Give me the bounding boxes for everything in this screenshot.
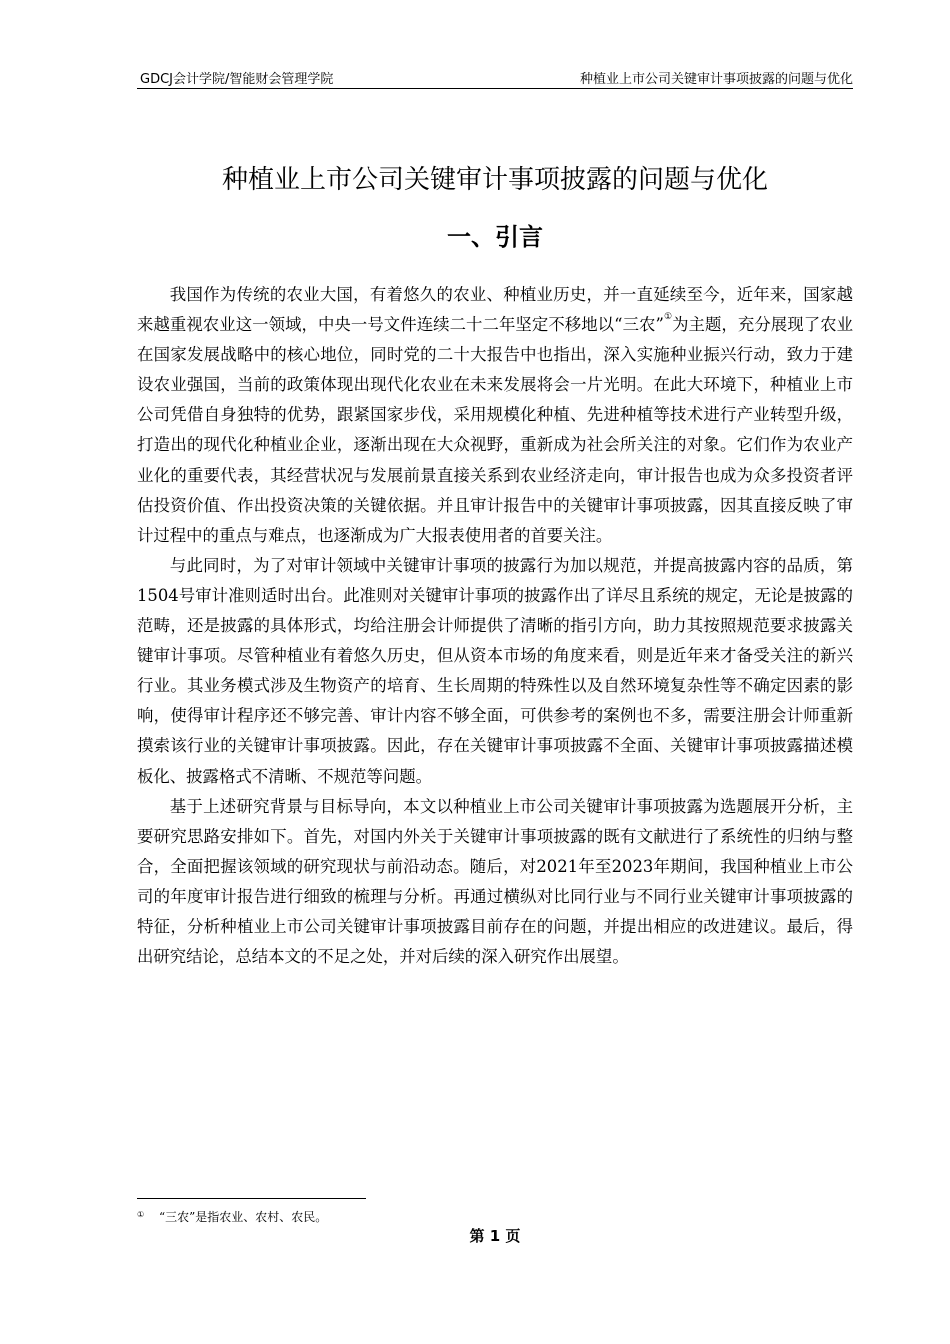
paragraph-1 (137, 280, 853, 551)
footnote-text: “三农”是指农业、农村、农民。 (159, 1210, 328, 1224)
header-document-title: 种植业上市公司关键审计事项披露的问题与优化 (579, 72, 853, 87)
paragraph-3: 基于上述研究背景与目标导向，本文以种植业上市公司关键审计事项披露为选题展开分析，主要研究思路安排如下。首先，对国内外关于关键审计事项披露的既有文献进行了系统性的归纳与整合，全面把握该领域的研究现状与前沿动态。随后，对2021年至2023年期间，我国种植业上市公司的年度审计报告进行细致的梳理与分析。再通过横纵对比同行业与不同行业关键审计事项披露的特征，分析种植业上市公司关键审计事项披露目前存在的问题，并提出相应的改进建议。最后，得出研究结论，总结本文的不足之处，并对后续的深入研究作出展望。 (137, 796, 853, 967)
footnote-divider (137, 1198, 366, 1199)
running-header (137, 64, 853, 89)
document-title: 种植业上市公司关键审计事项披露的问题与优化 (221, 165, 768, 195)
body-text (137, 280, 853, 972)
paragraph-1-text-a: 我国作为传统的农业大国，有着悠久的农业、种植业历史，并一直延续至今，近年来，国家越来越重视农业这一领域，中央一号文件连续二十二年坚定不移地以“三农” (137, 285, 853, 335)
header-institution: GDCJ会计学院/智能财会管理学院 (140, 72, 334, 87)
paragraph-1-text-b: 为主题，充分展现了农业在国家发展战略中的核心地位，同时党的二十大报告中也指出，深入实施种业振兴行动，致力于建设农业强国，当前的政策体现出现代化农业在未来发展将会一片光明。在此大环境下，种植业上市公司凭借自身独特的优势，跟紧国家步伐，采用规模化种植、先进种植等技术进行产业转型升级，打造出的现代化种植业企业，逐渐出现在大众视野，重新成为社会所关注的对象。它们作为农业产业化的重要代表，其经营状况与发展前景直接关系到农业经济走向，审计报告也成为众多投资者评估投资价值、作出投资决策的关键依据。并且审计报告中的关键审计事项披露，因其直接反映了审计过程中的重点与难点，也逐渐成为广大报表使用者的首要关注。 (137, 315, 853, 545)
footnote-mark: ① (137, 1210, 145, 1219)
paragraph-2: 与此同时，为了对审计领域中关键审计事项的披露行为加以规范，并提高披露内容的品质，第1504号审计准则适时出台。此准则对关键审计事项的披露作出了详尽且系统的规定，无论是披露的范畴，还是披露的具体形式，均给注册会计师提供了清晰的指引方向，助力其按照规范要求披露关键审计事项。尽管种植业有着悠久历史，但从资本市场的角度来看，则是近年来才备受关注的新兴行业。其业务模式涉及生物资产的培育、生长周期的特殊性以及自然环境复杂性等不确定因素的影响，使得审计程序还不够完善、审计内容不够全面，可供参考的案例也不多，需要注册会计师重新摸索该行业的关键审计事项披露。因此，存在关键审计事项披露不全面、关键审计事项披露描述模板化、披露格式不清晰、不规范等问题。 (137, 555, 853, 786)
section-heading-introduction: 一、引言 (447, 223, 543, 251)
page-number: 第 1 页 (469, 1227, 521, 1245)
footnote-reference[interactable]: ① (663, 312, 673, 323)
